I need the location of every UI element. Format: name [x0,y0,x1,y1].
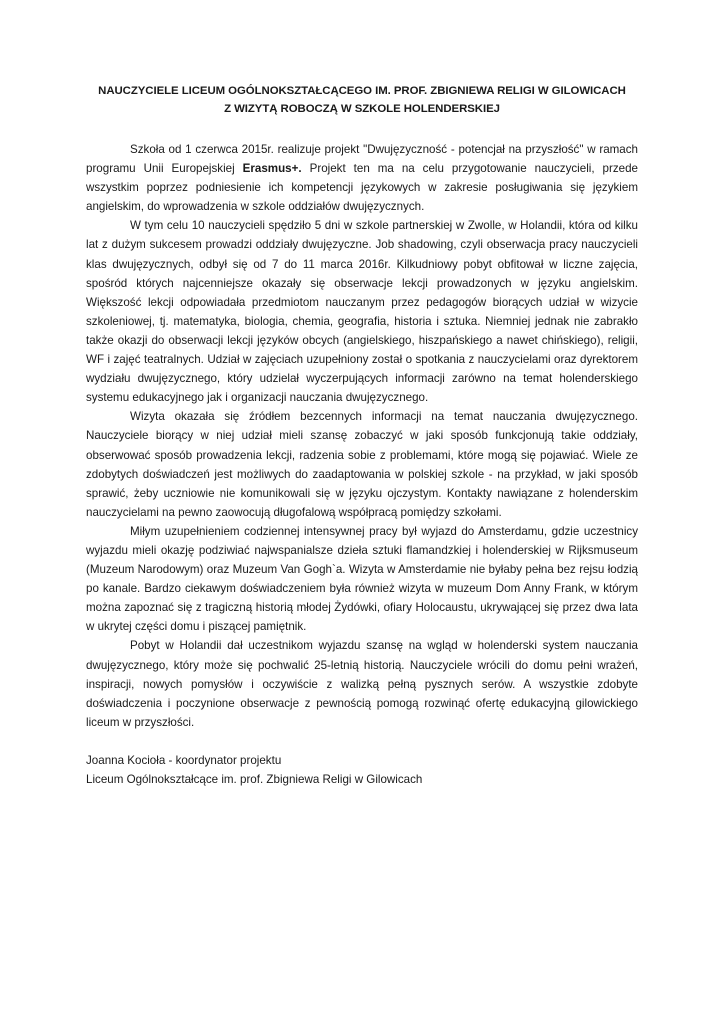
paragraph-1 [86,140,638,216]
title-line-2: Z WIZYTĄ ROBOCZĄ W SZKOLE HOLENDERSKIEJ [224,103,500,115]
document-body [86,140,638,732]
signature-institution: Liceum Ogólnokształcące im. prof. Zbigniewa Religi w Gilowicach [86,773,423,786]
paragraph-4: Miłym uzupełnieniem codziennej intensywnej pracy był wyjazd do Amsterdamu, gdzie uczestnicy wyjazdu mieli okazję podziwiać najwspanialsze dzieła sztuki flamandzkiej i holenderskiej w Rijksmuseum (Muzeum Narodowym) oraz Muzeum Van Gogh`a. Wizyta w Amsterdamie nie byłaby pełna bez rejsu łodzią po kanale. Bardzo ciekawym doświadczeniem była również wizyta w muzeum Dom Anny Frank, w którym można zapoznać się z tragiczną historią młodej Żydówki, ofiary Holocaustu, ukrywającej się przez dwa lata w ukrytej części domu i piszącej pamiętnik. [86,524,638,634]
erasmus-bold-text: Erasmus+. [242,162,302,176]
paragraph-5: Pobyt w Holandii dał uczestnikom wyjazdu szansę na wgląd w holenderski system nauczania dwujęzycznego, który może się pochwalić 25-letnią historią. Nauczyciele wrócili do domu pełni wrażeń, inspiracji, nowych pomysłów i oczywiście z walizką pełną pysznych serów. A wszystkie zdobyte doświadczenia i poczynione obserwacje z pewnością pomogą rozwinąć ofertę edukacyjną gilowickiego liceum w przyszłości. [86,639,638,729]
paragraph-3: Wizyta okazała się źródłem bezcennych informacji na temat nauczania dwujęzycznego. Nauczyciele biorący w niej udział mieli szansę zobaczyć w jaki sposób funkcjonują takie oddziały, obserwować sposób prowadzenia lekcji, radzenia sobie z problemami, które mogą się pojawiać. Wiele ze zdobytych doświadczeń jest możliwych do zaadaptowania w polskiej szkole - na przykład, w jaki sposób sprawić, żeby uczniowie nie komunikowali się w języku ojczystym. Kontakty nawiązane z holenderskim nauczycielami na pewno zaowocują długofalową współpracą pomiędzy szkołami. [86,410,638,519]
signature-author: Joanna Kocioła - koordynator projektu [86,753,282,767]
title-line-1: NAUCZYCIELE LICEUM OGÓLNOKSZTAŁCĄCEGO IM. PROF. ZBIGNIEWA RELIGI W GILOWICACH [98,85,626,97]
document-title [86,82,638,118]
paragraph-2: W tym celu 10 nauczycieli spędziło 5 dni w szkole partnerskiej w Zwolle, w Holandii, która od kilku lat z dużym sukcesem prowadzi oddziały dwujęzyczne. Job shadowing, czyli obserwacja pracy nauczycieli klas dwujęzycznych, odbył się od 7 do 11 marca 2016r. Kilkudniowy pobyt obfitował w liczne zajęcia, spośród których najcenniejsze okazały się obserwacje lekcji prowadzonych w języku angielskim. Większość lekcji odpowiadała przedmiotom nauczanym przez pedagogów biorących udział w wizycie szkoleniowej, tj. matematyka, biologia, chemia, geografia, historia i sztuka. Niemniej jednak nie zabrakło także okazji do obserwacji lekcji języków obcych (angielskiego, hiszpańskiego a nawet chińskiego), religii, WF i zajęć teatralnych. Udział w zajęciach uzupełniony został o spotkania z nauczycielami oraz dyrektorem wydziału dwujęzycznego, który udzielał wyczerpujących informacji zarówno na temat holenderskiego systemu edukacyjnego jak i organizacji nauczania dwujęzycznego. [86,219,638,405]
paragraph-1-end: Projekt ten ma na celu przygotowanie nauczycieli, przede wszystkim poprzez podniesienie ich kompetencji językowych w zakresie posługiwania się językiem angielskim, do wprowadzenia w szkole oddziałów dwujęzycznych. [86,162,638,214]
signature-block [86,751,638,789]
paragraph-1-start: Szkoła od 1 czerwca 2015r. realizuje projekt "Dwujęzyczność - potencjał na przyszłość" w ramach programu Unii Europejskiej [86,143,638,176]
